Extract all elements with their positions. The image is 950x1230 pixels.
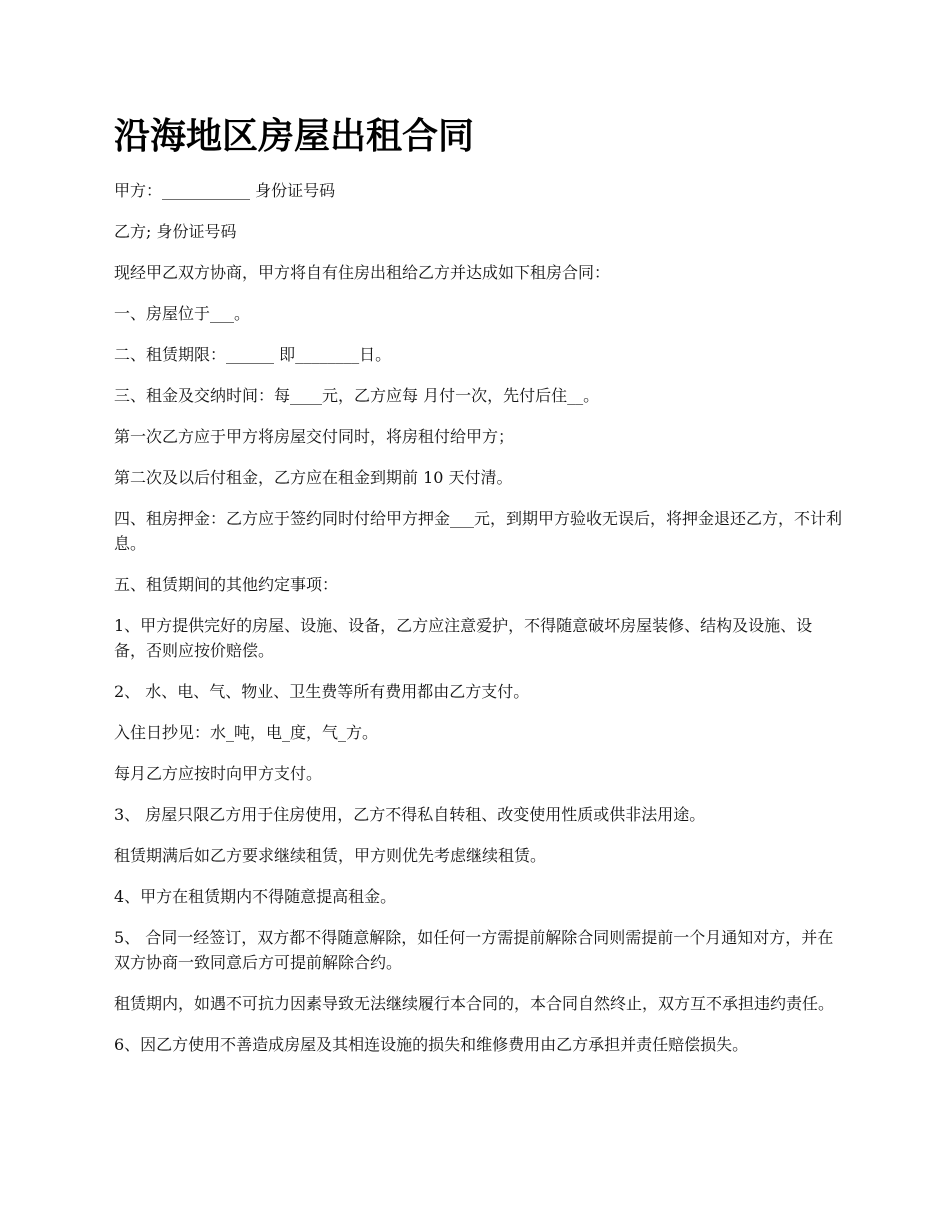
first-payment-note: 第一次乙方应于甲方将房屋交付同时，将房租付给甲方； [114,427,515,446]
term-1-maintenance: 1、甲方提供完好的房屋、设施、设备，乙方应注意爱护，不得随意破坏房屋装修、结构及设施、设备，否则应按价赔偿。 [114,616,813,660]
term-3-residential-use: 3、 房屋只限乙方用于住房使用，乙方不得私自转租、改变使用性质或供非法用途。 [114,805,706,824]
clause-deposit: 四、租房押金：乙方应于签约同时付给甲方押金___元，到期甲方验收无误后，将押金退还乙方，不计利息。 [114,509,843,553]
clause-rent-payment: 三、租金及交纳时间：每____元，乙方应每 月付一次，先付后住__。 [114,386,600,405]
term-4-rent-increase: 4、甲方在租赁期内不得随意提高租金。 [114,887,397,906]
term-2-utilities: 2、 水、电、气、物业、卫生费等所有费用都由乙方支付。 [114,682,530,701]
clause-lease-term: 二、租赁期限：______ 即________日。 [114,345,392,364]
party-a-line: 甲方：___________ 身份证号码 [114,181,336,200]
document-title: 沿海地区房屋出租合同 [114,115,475,157]
clause-house-location: 一、房屋位于___。 [114,304,251,323]
party-b-line: 乙方; 身份证号码 [114,222,237,241]
move-in-meter-readings: 入住日抄见：水_吨，电_度，气_方。 [114,723,379,742]
document-content [114,112,844,1073]
term-6-damage-liability: 6、因乙方使用不善造成房屋及其相连设施的损失和维修费用由乙方承担并责任赔偿损失。 [114,1035,749,1054]
term-5-termination: 5、 合同一经签订，双方都不得随意解除，如任何一方需提前解除合同则需提前一个月通知对方，并在双方协商一致同意后方可提前解除合约。 [114,928,834,972]
monthly-payment-note: 每月乙方应按时向甲方支付。 [114,764,323,783]
agreement-intro: 现经甲乙双方协商，甲方将自有住房出租给乙方并达成如下租房合同： [114,263,611,282]
clause-other-terms: 五、租赁期间的其他约定事项： [114,575,339,594]
subsequent-payment-note: 第二次及以后付租金，乙方应在租金到期前 10 天付清。 [114,468,513,487]
renewal-priority-note: 租赁期满后如乙方要求继续租赁，甲方则优先考虑继续租赁。 [114,846,547,865]
force-majeure-note: 租赁期内，如遇不可抗力因素导致无法继续履行本合同的，本合同自然终止，双方互不承担违约责任。 [114,994,835,1013]
